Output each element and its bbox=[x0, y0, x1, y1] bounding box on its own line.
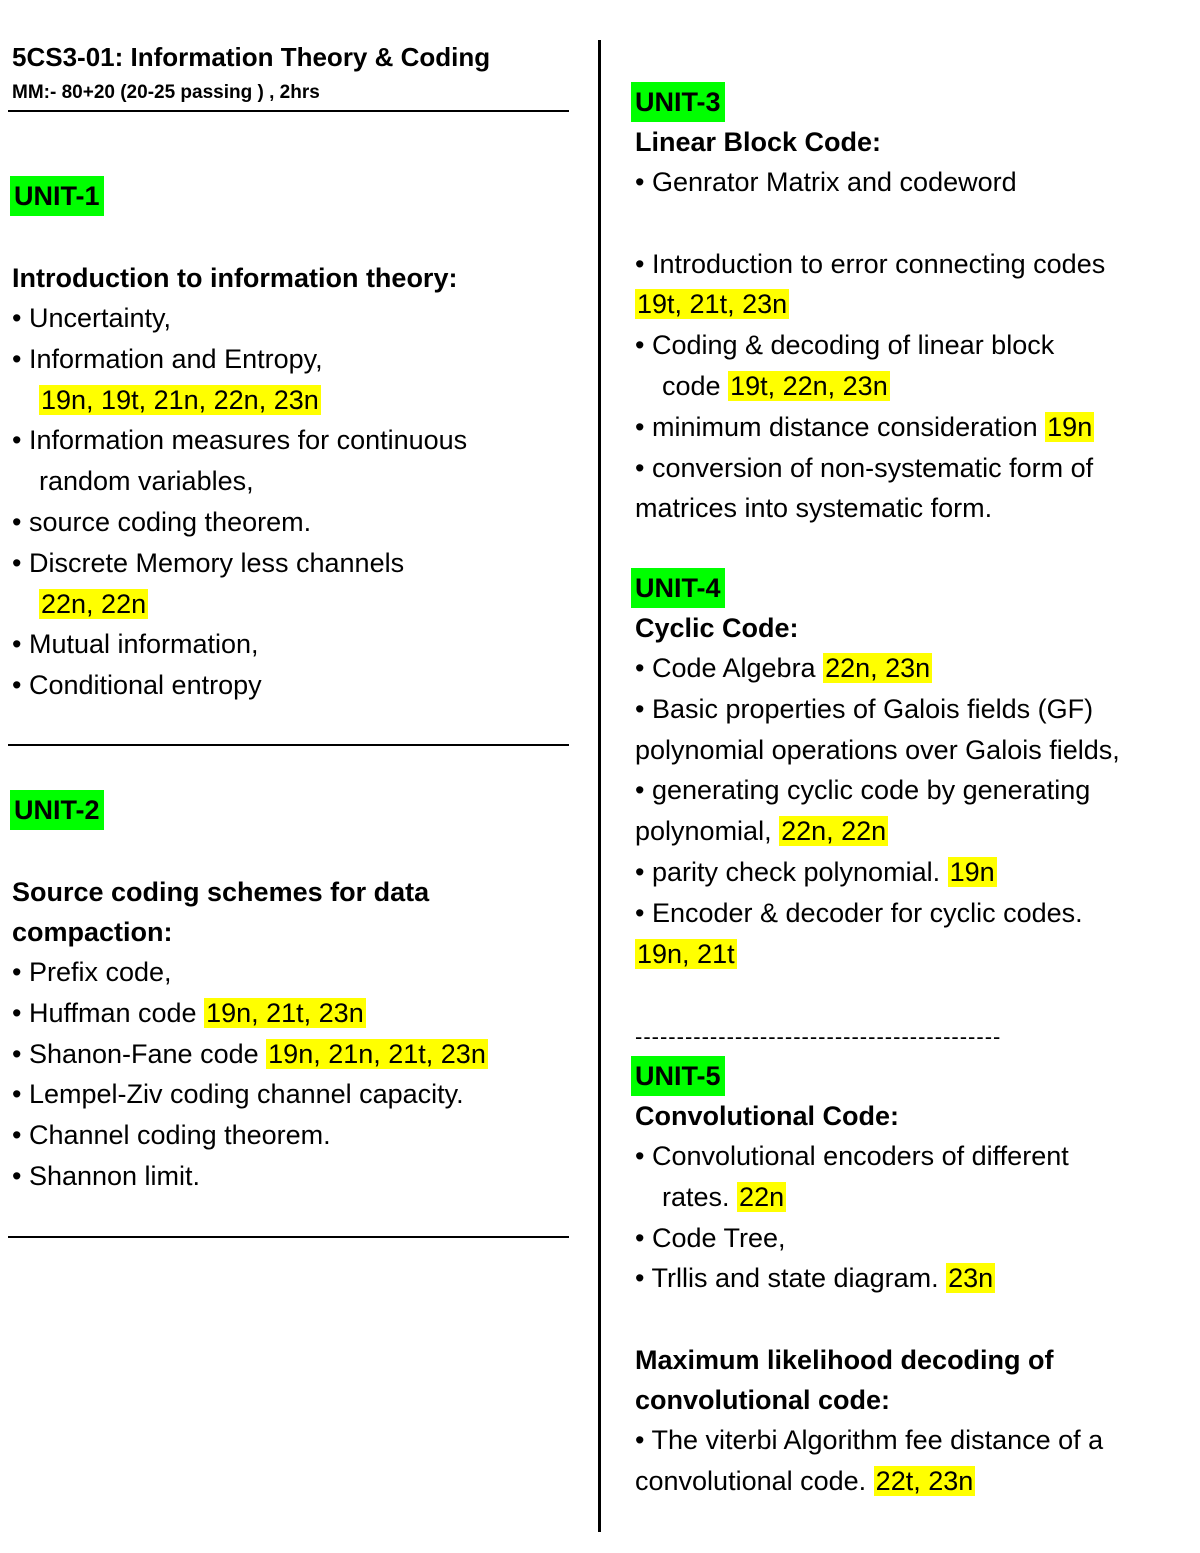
list-item: • Uncertainty, bbox=[12, 303, 172, 333]
exam-tag: 19n, 21t bbox=[637, 938, 735, 969]
list-item: • conversion of non-systematic form of bbox=[635, 452, 1094, 483]
unit-5-subheading: Maximum likelihood decoding of bbox=[635, 1345, 1054, 1375]
list-item: polynomial operations over Galois fields, bbox=[635, 734, 1120, 765]
section-separator: -------------------------------------------- bbox=[635, 1024, 1002, 1049]
list-item: • Mutual information, bbox=[12, 629, 259, 660]
list-item: • Code Tree, bbox=[635, 1222, 786, 1253]
list-item bbox=[12, 380, 467, 421]
list-item bbox=[635, 934, 1120, 975]
list-item: • Conditional entropy bbox=[12, 670, 262, 701]
unit-4-block bbox=[631, 568, 725, 608]
course-title: 5CS3-01: Information Theory & Coding bbox=[12, 42, 491, 72]
list-item: • Discrete Memory less channels bbox=[12, 547, 405, 578]
list-item: • Code Algebra 22n, 23n bbox=[635, 653, 931, 683]
list-item: • minimum distance consideration 19n bbox=[635, 411, 1093, 442]
unit-2-badge: UNIT-2 bbox=[10, 790, 104, 830]
list-item: • Genrator Matrix and codeword bbox=[635, 167, 1017, 197]
list-item: • parity check polynomial. 19n bbox=[635, 856, 995, 887]
unit-2-heading: Source coding schemes for data bbox=[12, 877, 430, 907]
unit-1-heading: Introduction to information theory: bbox=[12, 263, 458, 293]
list-item: code 19t, 22n, 23n bbox=[662, 370, 888, 401]
unit-1-badge: UNIT-1 bbox=[10, 176, 104, 216]
unit-divider bbox=[8, 744, 569, 746]
unit-3-heading: Linear Block Code: bbox=[635, 127, 882, 157]
unit-3-block bbox=[631, 82, 725, 122]
unit-4-heading: Cyclic Code: bbox=[635, 613, 799, 643]
unit-5-badge: UNIT-5 bbox=[631, 1056, 725, 1096]
unit-4-badge: UNIT-4 bbox=[631, 568, 725, 608]
exam-tag: 19n, 19t, 21n, 22n, 23n bbox=[41, 384, 319, 415]
exam-tag: 22n, 22n bbox=[781, 816, 887, 847]
list-item: random variables, bbox=[39, 466, 254, 497]
unit-4-content bbox=[635, 608, 1120, 974]
list-item: • The viterbi Algorithm fee distance of a bbox=[635, 1425, 1104, 1455]
unit-3-content bbox=[635, 122, 1105, 529]
list-item: • generating cyclic code by generating bbox=[635, 775, 1091, 806]
exam-tag: 23n bbox=[948, 1263, 994, 1294]
unit-1-content bbox=[12, 258, 467, 706]
exam-tag: 19t, 22n, 23n bbox=[730, 370, 888, 401]
list-item: polynomial, 22n, 22n bbox=[635, 816, 887, 847]
list-item-spacer bbox=[635, 203, 1105, 244]
exam-tag: 19n bbox=[1047, 411, 1093, 442]
list-item: matrices into systematic form. bbox=[635, 493, 993, 524]
list-item: • Trllis and state diagram. 23n bbox=[635, 1263, 994, 1294]
unit-5-subsection bbox=[635, 1340, 1103, 1502]
list-item: rates. 22n bbox=[662, 1181, 785, 1212]
exam-tag: 22n, 23n bbox=[825, 653, 931, 683]
exam-tag: 19n, 21t, 23n bbox=[206, 997, 364, 1028]
exam-tag: 19n, 21n, 21t, 23n bbox=[268, 1038, 486, 1069]
list-item: • Coding & decoding of linear block bbox=[635, 330, 1055, 361]
list-item: • Encoder & decoder for cyclic codes. bbox=[635, 897, 1083, 928]
unit-5-subheading: convolutional code: bbox=[635, 1385, 891, 1415]
unit-1-block bbox=[10, 176, 104, 216]
list-item: • Prefix code, bbox=[12, 957, 172, 987]
list-item: • Information and Entropy, bbox=[12, 343, 323, 374]
unit-5-content bbox=[635, 1096, 1069, 1299]
unit-5-heading: Convolutional Code: bbox=[635, 1101, 899, 1131]
exam-tag: 19t, 21t, 23n bbox=[637, 289, 788, 320]
unit-5-block bbox=[631, 1056, 725, 1096]
exam-tag: 22n bbox=[739, 1181, 785, 1212]
column-divider bbox=[598, 40, 601, 1532]
list-item: • Convolutional encoders of different bbox=[635, 1141, 1069, 1171]
exam-tag: 19n bbox=[949, 856, 995, 887]
exam-tag: 22t, 23n bbox=[875, 1465, 974, 1496]
list-item: • Channel coding theorem. bbox=[12, 1120, 331, 1151]
unit-2-block bbox=[10, 790, 104, 830]
list-item: • Lempel-Ziv coding channel capacity. bbox=[12, 1079, 464, 1110]
course-subtitle: MM:- 80+20 (20-25 passing ) , 2hrs bbox=[12, 82, 320, 103]
list-item: • Basic properties of Galois fields (GF) bbox=[635, 693, 1094, 724]
exam-tag: 22n, 22n bbox=[41, 588, 147, 619]
list-item bbox=[635, 284, 1105, 325]
unit-divider bbox=[8, 1236, 569, 1238]
header-divider bbox=[8, 110, 569, 112]
unit-2-heading: compaction: bbox=[12, 917, 173, 947]
list-item: • source coding theorem. bbox=[12, 506, 312, 537]
list-item: convolutional code. 22t, 23n bbox=[635, 1465, 974, 1496]
list-item: • Shannon limit. bbox=[12, 1160, 201, 1191]
unit-3-badge: UNIT-3 bbox=[631, 82, 725, 122]
list-item bbox=[12, 584, 467, 625]
list-item: • Shanon-Fane code 19n, 21n, 21t, 23n bbox=[12, 1038, 486, 1069]
list-item: • Huffman code 19n, 21t, 23n bbox=[12, 997, 364, 1028]
list-item: • Information measures for continuous bbox=[12, 425, 468, 456]
unit-2-content bbox=[12, 872, 488, 1197]
list-item: • Introduction to error connecting codes bbox=[635, 248, 1106, 279]
